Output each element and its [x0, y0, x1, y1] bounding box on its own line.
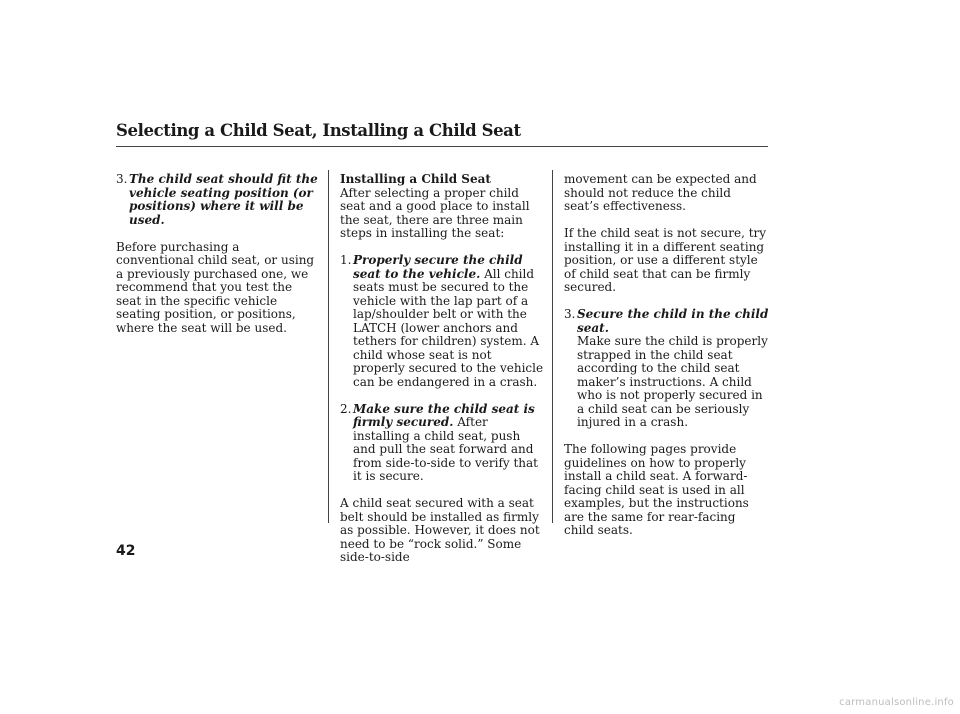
body-paragraph: A child seat secured with a seat belt should be installed as firmly as possible. However, it does not need to be “rock solid.” Some side-to-side — [340, 496, 540, 564]
list-item-title: Properly secure the child seat to the vehicle. — [353, 253, 523, 281]
list-number: 3. — [564, 307, 576, 321]
list-number: 3. — [116, 172, 128, 186]
list-item-text: All child seats must be secured to the vehicle with the lap part of a lap/shoulder belt or with the LATCH (lower anchors and tethers for children) system. A child whose seat is not properly secured to the vehicle can be endangered in a crash. — [353, 266, 544, 389]
column-left — [116, 173, 321, 335]
list-item-title: The child seat should fit the vehicle seating position (or positions) where it will be used. — [129, 172, 318, 227]
list-item-1 — [340, 254, 545, 389]
list-number: 2. — [340, 401, 352, 416]
column-divider-right — [552, 170, 553, 523]
body-paragraph: Before purchasing a conventional child seat, or using a previously purchased one, we recommend that you test the seat in the specific vehicle seating position, or positions, where the seat will be used. — [116, 239, 315, 335]
body-paragraph: If the child seat is not secure, try installing it in a different seating position, or use a different style of child seat that can be firmly secured. — [564, 226, 767, 294]
page-number: 42 — [116, 543, 136, 559]
list-item-3 — [564, 308, 769, 430]
body-paragraph: After selecting a proper child seat and a good place to install the seat, there are three main steps in installing the seat: — [340, 185, 530, 240]
list-item-text: Make sure the child is properly strapped in the child seat according to the child seat maker’s instructions. A child who is not properly secured in a child seat can be seriously injured in a crash. — [577, 334, 768, 429]
column-divider-left — [328, 170, 329, 523]
header-rule — [116, 146, 768, 147]
list-item-title: Secure the child in the child seat. — [577, 307, 769, 335]
page-title: Selecting a Child Seat, Installing a Child Seat — [116, 121, 521, 140]
list-number: 1. — [340, 253, 352, 267]
body-paragraph: The following pages provide guidelines on how to properly install a child seat. A forward-facing child seat is used in all examples, but the instructions are the same for rear-facing child seats. — [564, 442, 749, 537]
section-heading: Installing a Child Seat — [340, 172, 491, 186]
list-item-text: After installing a child seat, push and pull the seat forward and from side-to-side to verify that it is secure. — [353, 415, 539, 483]
column-middle — [340, 173, 545, 565]
body-paragraph: movement can be expected and should not reduce the child seat’s effectiveness. — [564, 172, 757, 213]
list-item-2 — [340, 403, 545, 484]
list-item-title: Make sure the child seat is firmly secured. — [353, 401, 535, 429]
watermark: carmanualsonline.info — [839, 697, 954, 708]
list-item-3-fit — [116, 173, 321, 227]
column-right — [564, 173, 769, 538]
